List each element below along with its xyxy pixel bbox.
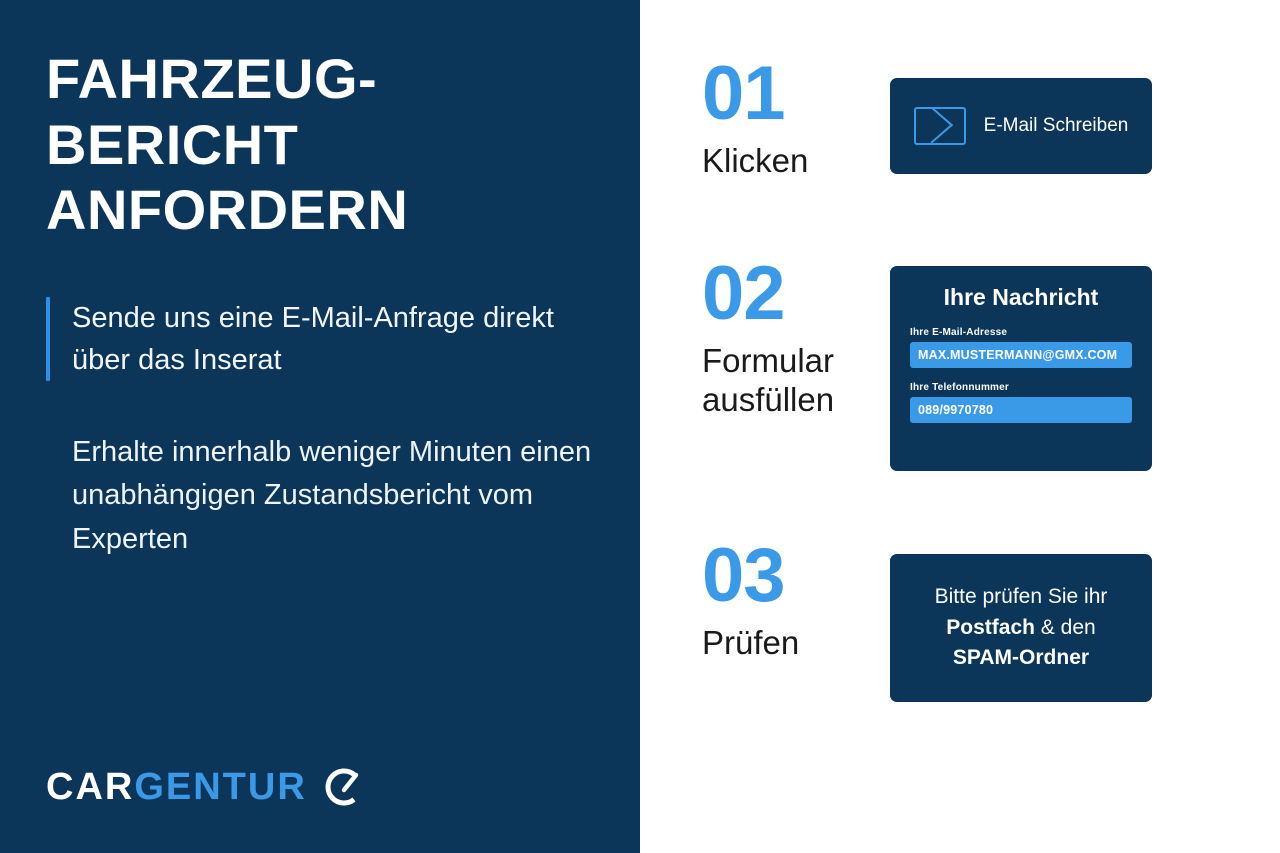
step-03 bbox=[640, 533, 1280, 702]
right-panel bbox=[640, 0, 1280, 853]
email-field[interactable]: MAX.MUSTERMANN@GMX.COM bbox=[910, 342, 1132, 368]
email-field-label: Ihre E-Mail-Adresse bbox=[910, 327, 1008, 338]
step-01 bbox=[640, 51, 1280, 181]
brand-logo bbox=[46, 765, 365, 809]
step-01-number: 01 bbox=[702, 51, 785, 136]
step-02 bbox=[640, 251, 1280, 471]
check-inbox-card bbox=[890, 554, 1152, 702]
step-01-label: Klicken bbox=[702, 142, 809, 180]
envelope-icon bbox=[914, 107, 966, 145]
form-title: Ihre Nachricht bbox=[943, 284, 1099, 310]
logo-c-mark-icon bbox=[321, 765, 365, 809]
email-field-group bbox=[910, 327, 1132, 368]
page-title bbox=[46, 46, 594, 243]
subtitle-text: Sende uns eine E-Mail-Anfrage direkt über das Inserat bbox=[72, 301, 554, 376]
headline-line-2: BERICHT bbox=[46, 112, 299, 176]
accent-bar bbox=[46, 297, 50, 381]
logo-wordmark bbox=[46, 766, 307, 809]
step-03-number: 03 bbox=[702, 533, 785, 618]
body-text: Erhalte innerhalb weniger Minuten einen unabhängigen Zustandsbericht vom Experten bbox=[72, 435, 592, 555]
notice-line-1: Bitte prüfen Sie ihr bbox=[934, 585, 1108, 609]
headline-line-3: ANFORDERN bbox=[46, 178, 409, 242]
step-03-text bbox=[640, 533, 890, 663]
step-02-number: 02 bbox=[702, 251, 785, 336]
step-01-text bbox=[640, 51, 890, 181]
message-form-card bbox=[890, 266, 1152, 471]
logo-text-car: CAR bbox=[46, 765, 135, 808]
check-inbox-text bbox=[935, 582, 1108, 673]
headline-line-1: FAHRZEUG- bbox=[46, 47, 378, 110]
email-write-button[interactable] bbox=[890, 78, 1152, 174]
step-02-label: Formular ausfüllen bbox=[702, 342, 835, 419]
step-03-label: Prüfen bbox=[702, 624, 800, 662]
notice-bold-postfach: Postfach bbox=[946, 615, 1035, 639]
step-02-text bbox=[640, 251, 890, 420]
phone-field-group bbox=[910, 382, 1132, 423]
notice-bold-spam: SPAM-Ordner bbox=[952, 646, 1090, 670]
email-write-button-label: E-Mail Schreiben bbox=[983, 115, 1129, 136]
phone-field[interactable]: 089/9970780 bbox=[910, 397, 1132, 423]
logo-text-gentur: GENTUR bbox=[134, 765, 307, 808]
phone-field-label: Ihre Telefonnummer bbox=[910, 382, 1009, 393]
subtitle-block bbox=[46, 297, 594, 381]
notice-mid: & den bbox=[1034, 615, 1096, 639]
